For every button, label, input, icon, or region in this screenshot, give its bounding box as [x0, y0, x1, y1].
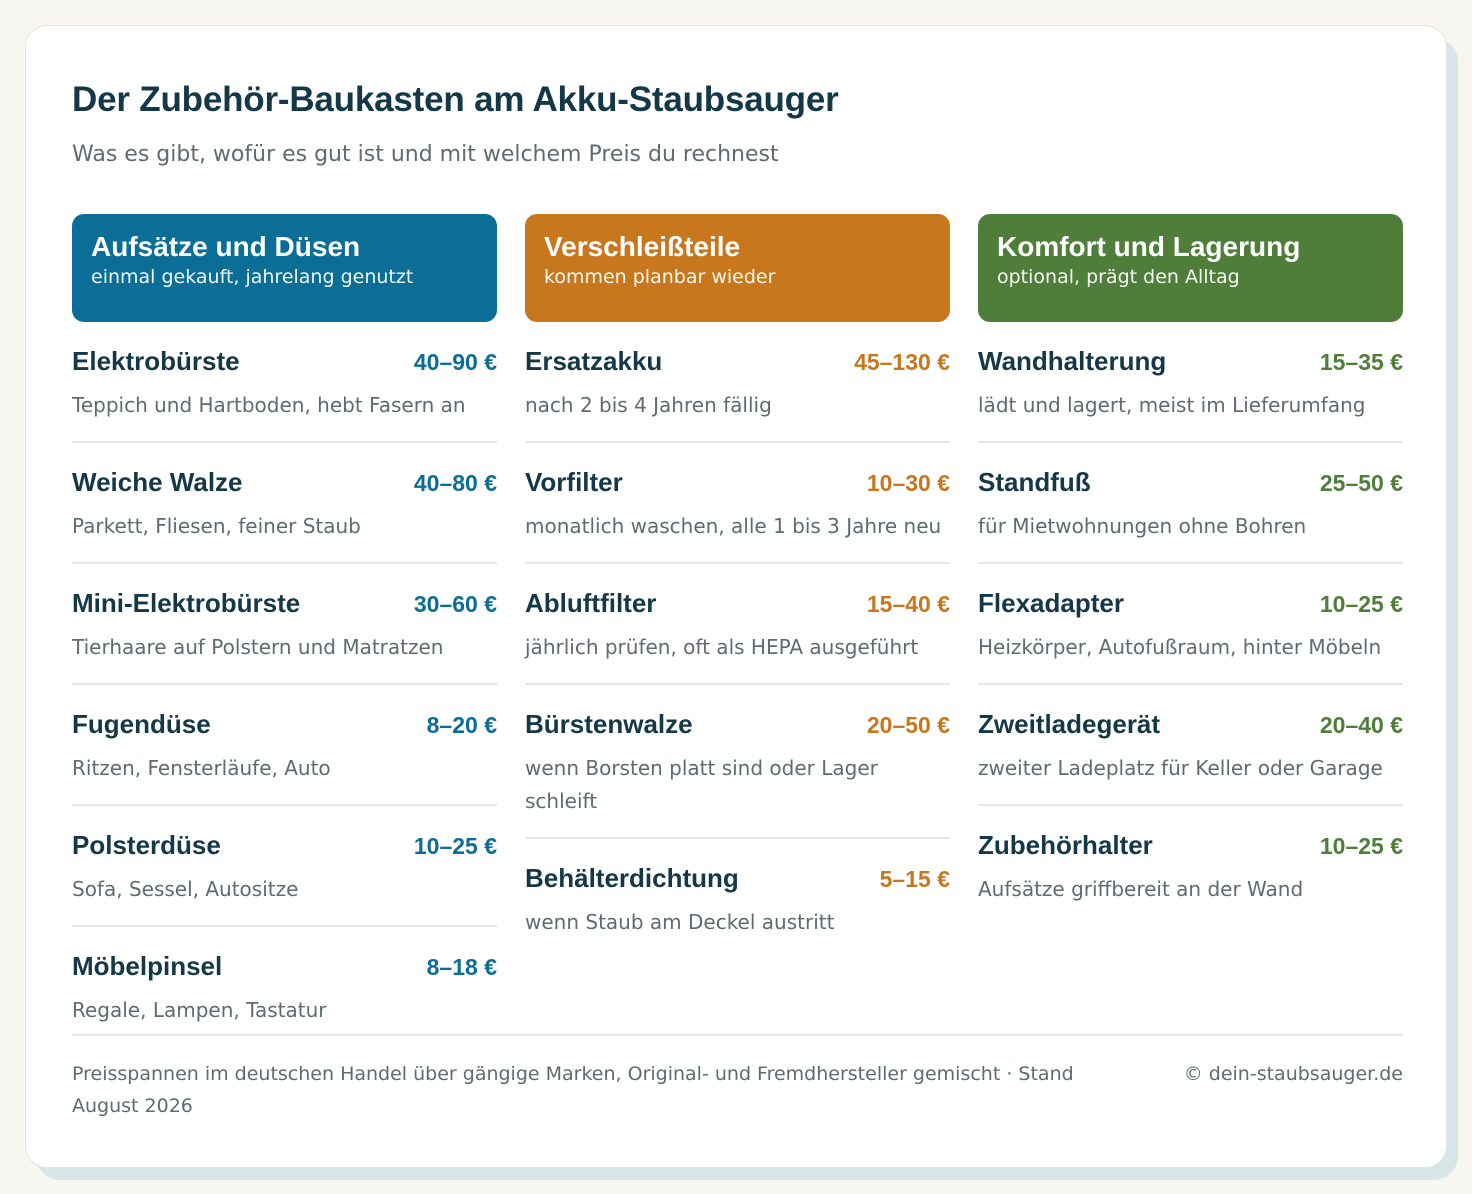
- item-header: [72, 588, 497, 619]
- item-header: [72, 467, 497, 498]
- item-description: Heizkörper, Autofußraum, hinter Möbeln: [978, 635, 1382, 659]
- footer-copyright: © dein-staubsauger.de: [1183, 1063, 1403, 1085]
- item-header: [978, 709, 1403, 740]
- item-header: [978, 830, 1403, 861]
- item-name: Ersatzakku: [525, 346, 663, 376]
- item-price: 15–40 €: [866, 591, 950, 617]
- item-name: Elektrobürste: [72, 346, 240, 376]
- list-item: [978, 826, 1403, 925]
- item-description: Aufsätze griffbereit an der Wand: [978, 877, 1304, 901]
- list-item: [525, 342, 950, 443]
- column-subtitle: optional, prägt den Alltag: [997, 266, 1240, 288]
- list-item: [72, 463, 497, 564]
- item-list: [525, 342, 950, 958]
- item-description: Parkett, Fliesen, feiner Staub: [72, 514, 361, 538]
- column-header: [72, 214, 497, 322]
- list-item: [72, 826, 497, 927]
- item-name: Möbelpinsel: [72, 951, 223, 981]
- item-description: wenn Borsten platt sind oder Lager schleift: [525, 756, 878, 813]
- list-item: [978, 705, 1403, 806]
- item-description: wenn Staub am Deckel austritt: [525, 910, 835, 934]
- item-name: Polsterdüse: [72, 830, 221, 860]
- list-item: [525, 584, 950, 685]
- item-description: Ritzen, Fensterläufe, Auto: [72, 756, 331, 780]
- column-header: [978, 214, 1403, 322]
- item-price: 40–90 €: [413, 349, 497, 375]
- item-header: [525, 709, 950, 740]
- column-komfort: [978, 214, 1403, 1066]
- item-header: [72, 346, 497, 377]
- item-description: Teppich und Hartboden, hebt Fasern an: [72, 393, 466, 417]
- item-description: Regale, Lampen, Tastatur: [72, 998, 327, 1022]
- item-price: 10–25 €: [1319, 833, 1403, 859]
- item-name: Wandhalterung: [978, 346, 1167, 376]
- item-price: 45–130 €: [854, 349, 950, 375]
- item-description: jährlich prüfen, oft als HEPA ausgeführt: [525, 635, 919, 659]
- column-subtitle: kommen planbar wieder: [544, 266, 776, 288]
- infographic-card: [25, 25, 1447, 1168]
- item-header: [978, 588, 1403, 619]
- item-header: [978, 346, 1403, 377]
- page-title: Der Zubehör-Baukasten am Akku-Staubsauger: [72, 80, 839, 119]
- item-header: [978, 467, 1403, 498]
- column-aufsaetze: [72, 214, 497, 1066]
- item-header: [72, 830, 497, 861]
- item-price: 10–30 €: [866, 470, 950, 496]
- list-item: [978, 463, 1403, 564]
- item-list: [72, 342, 497, 1046]
- column-title: Komfort und Lagerung: [997, 231, 1301, 262]
- item-description: monatlich waschen, alle 1 bis 3 Jahre neu: [525, 514, 942, 538]
- page-subtitle: Was es gibt, wofür es gut ist und mit welchem Preis du rechnest: [72, 142, 779, 167]
- item-description: nach 2 bis 4 Jahren fällig: [525, 393, 772, 417]
- item-name: Vorfilter: [525, 467, 623, 497]
- item-description: für Mietwohnungen ohne Bohren: [978, 514, 1307, 538]
- item-price: 25–50 €: [1319, 470, 1403, 496]
- item-header: [525, 863, 950, 894]
- item-price: 15–35 €: [1319, 349, 1403, 375]
- item-name: Abluftfilter: [525, 588, 657, 618]
- item-description: Sofa, Sessel, Autositze: [72, 877, 299, 901]
- list-item: [72, 342, 497, 443]
- item-list: [978, 342, 1403, 925]
- column-title: Aufsätze und Düsen: [91, 231, 361, 262]
- column-title: Verschleißteile: [544, 231, 741, 262]
- item-price: 20–40 €: [1319, 712, 1403, 738]
- item-price: 40–80 €: [413, 470, 497, 496]
- item-description: lädt und lagert, meist im Lieferumfang: [978, 393, 1366, 417]
- category-columns: [72, 214, 1403, 1066]
- item-name: Fugendüse: [72, 709, 211, 739]
- item-name: Flexadapter: [978, 588, 1124, 618]
- footer-note: Preisspannen im deutschen Handel über gängige Marken, Original- und Fremdhersteller gemischt · Stand August 2026: [72, 1063, 1074, 1117]
- item-name: Zweitladegerät: [978, 709, 1161, 739]
- list-item: [525, 705, 950, 839]
- item-name: Zubehörhalter: [978, 830, 1153, 860]
- item-price: 5–15 €: [879, 866, 950, 892]
- column-verschleissteile: [525, 214, 950, 1066]
- item-price: 30–60 €: [413, 591, 497, 617]
- item-name: Weiche Walze: [72, 467, 243, 497]
- item-price: 10–25 €: [1319, 591, 1403, 617]
- item-header: [525, 467, 950, 498]
- list-item: [978, 342, 1403, 443]
- item-header: [72, 709, 497, 740]
- list-item: [72, 947, 497, 1046]
- item-name: Bürstenwalze: [525, 709, 693, 739]
- list-item: [72, 584, 497, 685]
- column-header: [525, 214, 950, 322]
- list-item: [525, 859, 950, 958]
- list-item: [525, 463, 950, 564]
- item-name: Standfuß: [978, 467, 1091, 497]
- item-description: Tierhaare auf Polstern und Matratzen: [72, 635, 444, 659]
- list-item: [978, 584, 1403, 685]
- item-price: 20–50 €: [866, 712, 950, 738]
- item-price: 8–18 €: [426, 954, 497, 980]
- column-subtitle: einmal gekauft, jahrelang genutzt: [91, 266, 414, 288]
- footer: [72, 1034, 1403, 1122]
- item-name: Mini-Elektrobürste: [72, 588, 301, 618]
- item-name: Behälterdichtung: [525, 863, 739, 893]
- item-price: 8–20 €: [426, 712, 497, 738]
- item-header: [525, 588, 950, 619]
- item-header: [525, 346, 950, 377]
- item-price: 10–25 €: [413, 833, 497, 859]
- list-item: [72, 705, 497, 806]
- item-description: zweiter Ladeplatz für Keller oder Garage: [978, 756, 1383, 780]
- item-header: [72, 951, 497, 982]
